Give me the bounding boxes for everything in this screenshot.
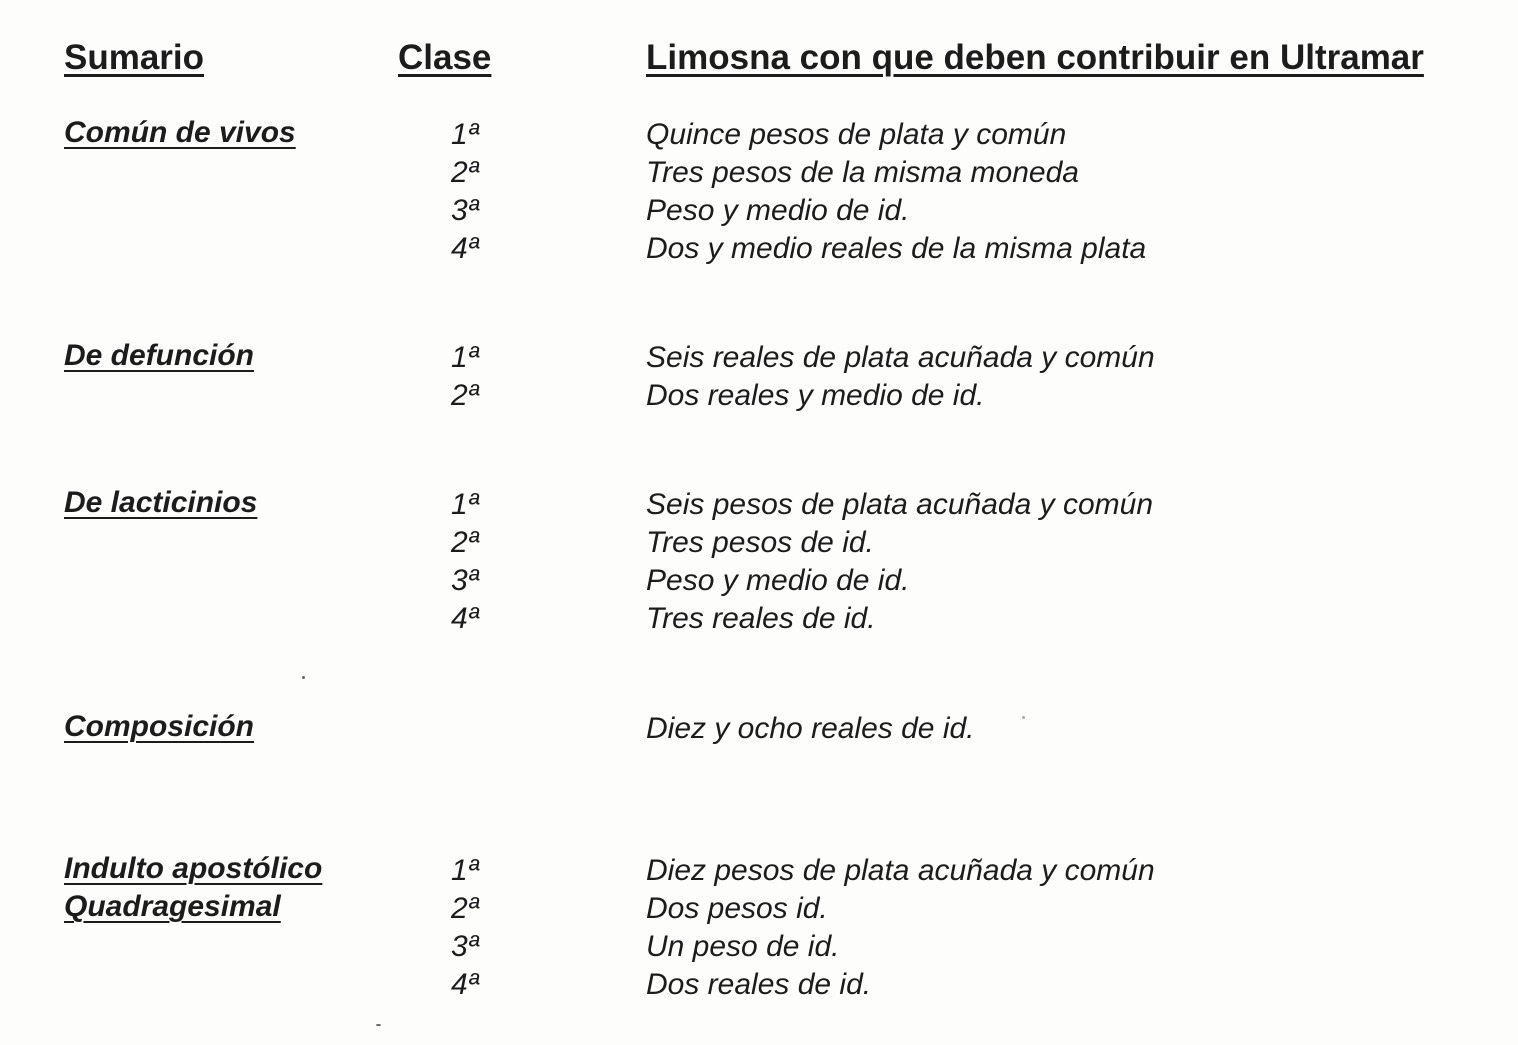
row-clase: 2ª xyxy=(451,892,479,925)
header-limosna: Limosna con que deben contribuir en Ultramar xyxy=(646,38,1424,77)
row-clase: 4ª xyxy=(451,232,479,265)
scan-speck xyxy=(302,676,305,679)
row-limosna: Dos pesos id. xyxy=(646,892,828,925)
row-clase: 3ª xyxy=(451,930,479,963)
table-row xyxy=(0,600,1518,638)
scan-speck xyxy=(376,1024,381,1026)
scan-speck xyxy=(1022,716,1025,719)
row-limosna: Dos y medio reales de la misma plata xyxy=(646,232,1147,265)
row-clase: 1ª xyxy=(451,854,479,887)
row-limosna: Seis pesos de plata acuñada y común xyxy=(646,488,1153,521)
table-row xyxy=(0,524,1518,562)
row-limosna: Peso y medio de id. xyxy=(646,194,910,227)
row-limosna: Tres reales de id. xyxy=(646,602,876,635)
table-row xyxy=(0,852,1518,890)
table-row xyxy=(0,192,1518,230)
table-row xyxy=(0,230,1518,268)
table-row xyxy=(0,710,1518,748)
row-clase: 4ª xyxy=(451,602,479,635)
table-row xyxy=(0,562,1518,600)
header-sumario: Sumario xyxy=(64,38,205,77)
row-limosna: Diez y ocho reales de id. xyxy=(646,712,975,745)
row-limosna: Seis reales de plata acuñada y común xyxy=(646,341,1155,374)
header-clase: Clase xyxy=(398,38,492,77)
section-title-line: De lacticinios xyxy=(64,486,258,519)
section-title-line: Quadragesimal xyxy=(64,890,281,923)
row-limosna: Quince pesos de plata y común xyxy=(646,118,1067,151)
section-title-line: De defunción xyxy=(64,339,255,372)
table-row xyxy=(0,486,1518,524)
row-clase: 3ª xyxy=(451,194,479,227)
row-limosna: Tres pesos de id. xyxy=(646,526,874,559)
section-title-line: Composición xyxy=(64,710,255,743)
row-limosna: Dos reales y medio de id. xyxy=(646,379,985,412)
row-limosna: Diez pesos de plata acuñada y común xyxy=(646,854,1155,887)
row-clase: 3ª xyxy=(451,564,479,597)
row-clase: 1ª xyxy=(451,488,479,521)
table-row xyxy=(0,154,1518,192)
table-row xyxy=(0,377,1518,415)
row-limosna: Un peso de id. xyxy=(646,930,840,963)
table-row xyxy=(0,116,1518,154)
table-row xyxy=(0,339,1518,377)
row-clase: 1ª xyxy=(451,118,479,151)
row-clase: 2ª xyxy=(451,379,479,412)
row-clase: 2ª xyxy=(451,526,479,559)
section-title-line: Indulto apostólico xyxy=(64,852,323,885)
row-limosna: Peso y medio de id. xyxy=(646,564,910,597)
row-clase: 4ª xyxy=(451,968,479,1001)
table-row xyxy=(0,928,1518,966)
table-row xyxy=(0,890,1518,928)
row-limosna: Tres pesos de la misma moneda xyxy=(646,156,1079,189)
section-title-line: Común de vivos xyxy=(64,116,296,149)
row-limosna: Dos reales de id. xyxy=(646,968,872,1001)
row-clase: 1ª xyxy=(451,341,479,374)
table-row xyxy=(0,966,1518,1004)
row-clase: 2ª xyxy=(451,156,479,189)
